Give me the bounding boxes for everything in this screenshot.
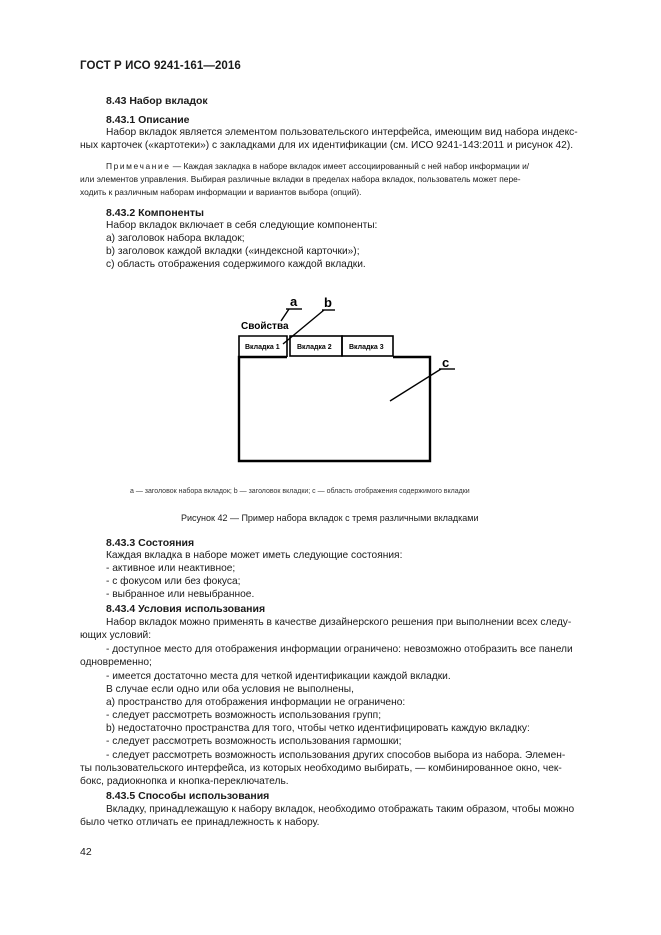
- callout-c: c: [442, 355, 450, 370]
- figure-caption: Рисунок 42 — Пример набора вкладок с тремя различными вкладками: [181, 513, 479, 523]
- components-intro: Набор вкладок включает в себя следующие компоненты:: [106, 220, 378, 231]
- subsection-heading-description: 8.43.1 Описание: [106, 114, 190, 126]
- state-item-1: - активное или неактивное;: [106, 563, 236, 574]
- conditions-line-2: ющих условий:: [80, 630, 152, 641]
- component-a: a) заголовок набора вкладок;: [106, 233, 245, 244]
- callout-b: b: [324, 295, 332, 310]
- subsection-heading-states: 8.43.3 Состояния: [106, 537, 195, 549]
- leader-line-b: [283, 310, 324, 344]
- callout-a: a: [290, 294, 298, 309]
- conditions-line-1: Набор вкладок можно применять в качестве дизайнерского решения при выполнении всех следу-: [106, 617, 572, 628]
- conditions-line-9: b) недостаточно пространства для того, чтобы четко идентифицировать каждую вкладку:: [106, 723, 530, 734]
- states-intro: Каждая вкладка в наборе может иметь следующие состояния:: [106, 550, 403, 561]
- conditions-line-11: - следует рассмотреть возможность использования других способов выбора из набора. Элемен-: [106, 750, 566, 761]
- conditions-line-3: - доступное место для отображения информации ограничено: невозможно отобразить все панели: [106, 644, 573, 655]
- state-item-3: - выбранное или невыбранное.: [106, 589, 255, 600]
- conditions-line-10: - следует рассмотреть возможность использования гармошки;: [106, 736, 402, 747]
- description-line-2: ных карточек («картотеки») с закладками для их идентификации (см. ИСО 9241-143:2011 и рисунок 42).: [80, 140, 574, 151]
- note-line-3: ходить к различным наборам информации и вариантов выбора (опций).: [80, 187, 362, 197]
- tab-2-label: Вкладка 2: [297, 344, 332, 351]
- tab-3-label: Вкладка 3: [349, 344, 384, 351]
- description-line-1: Набор вкладок является элементом пользовательского интерфейса, имеющим вид набора индекс-: [106, 127, 578, 138]
- page-number: 42: [80, 846, 92, 858]
- note-text: — Каждая закладка в наборе вкладок имеет ассоциированный с ней набор информации и/: [170, 161, 530, 171]
- conditions-line-6: В случае если одно или оба условия не выполнены,: [106, 684, 354, 695]
- subsection-heading-components: 8.43.2 Компоненты: [106, 207, 204, 219]
- document-header: ГОСТ Р ИСО 9241-161—2016: [80, 60, 241, 72]
- component-c: c) область отображения содержимого каждой вкладки.: [106, 259, 366, 270]
- conditions-line-12: ты пользовательского интерфейса, из которых необходимо выбирать, — комбинированное окно, чек-: [80, 763, 562, 774]
- subsection-heading-usage: 8.43.5 Способы использования: [106, 790, 270, 802]
- section-heading: 8.43 Набор вкладок: [106, 95, 208, 107]
- tabset-title: Свойства: [241, 321, 289, 332]
- conditions-line-5: - имеется достаточно места для четкой идентификации каждой вкладки.: [106, 671, 451, 682]
- tab-content-area: [239, 357, 430, 461]
- usage-line-1: Вкладку, принадлежащую к набору вкладок, необходимо отображать таким образом, чтобы можно: [106, 804, 575, 815]
- usage-line-2: было четко отличать ее принадлежность к набору.: [80, 817, 320, 828]
- leader-line-a: [281, 309, 289, 321]
- note-line-2: или элементов управления. Выбирая различные вкладки в пределах набора вкладок, пользователь может пере-: [80, 174, 521, 184]
- state-item-2: - с фокусом или без фокуса;: [106, 576, 241, 587]
- note-label: Примечание: [106, 161, 171, 171]
- conditions-line-4: одновременно;: [80, 657, 152, 668]
- leader-line-c: [390, 369, 441, 401]
- conditions-line-7: a) пространство для отображения информации не ограничено:: [106, 697, 406, 708]
- conditions-line-8: - следует рассмотреть возможность использования групп;: [106, 710, 382, 721]
- figure-legend: a — заголовок набора вкладок; b — заголовок вкладки; c — область отображения содержимого вкладки: [130, 488, 470, 495]
- subsection-heading-conditions: 8.43.4 Условия использования: [106, 603, 266, 615]
- conditions-line-13: бокс, радиокнопка и кнопка-переключатель.: [80, 776, 289, 787]
- component-b: b) заголовок каждой вкладки («индексной карточки»);: [106, 246, 360, 257]
- tab-1-label: Вкладка 1: [245, 344, 280, 351]
